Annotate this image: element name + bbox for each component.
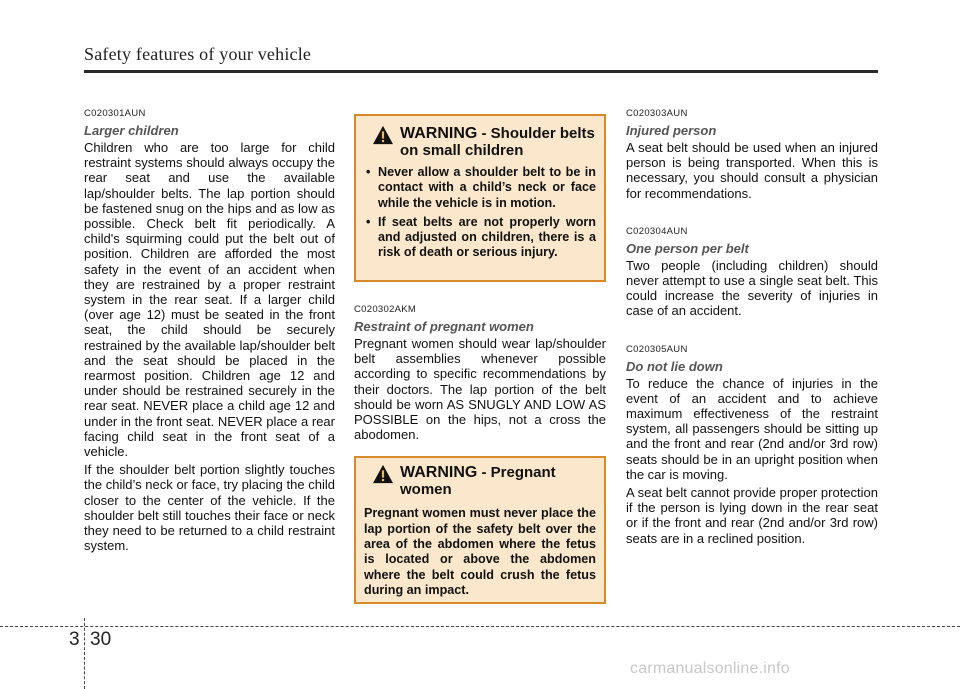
section-code: C020305AUN	[626, 343, 688, 355]
paragraph: If the shoulder belt portion slightly touches the child’s neck or face, try placing the child closer to the center of the vehicle. If the shoulder belt still touches their face or neck they need to be returned to a child restraint system.	[84, 462, 335, 554]
warning-body: Pregnant women must never place the lap portion of the safety belt over the area of the abdomen where the fetus is located or above the abdomen where the belt could crush the fetus during an impact.	[364, 506, 596, 597]
column-2	[354, 108, 606, 604]
section-code: C020301AUN	[84, 108, 146, 119]
page-number: 30	[90, 629, 112, 650]
section-subtitle: Do not lie down	[626, 358, 723, 374]
warning-box-shoulder-belts	[354, 114, 606, 282]
header-rule	[84, 70, 878, 73]
watermark: carmanualsonline.info	[630, 660, 790, 677]
paragraph: Pregnant women should wear lap/shoulder belt assemblies whenever possible according to specific recommendations by their doctors. The lap portion of the belt should be worn AS SNUGLY AND LOW AS POSSIBLE on the hips, not a cross the abodomen.	[354, 336, 606, 443]
footer-divider	[0, 626, 960, 627]
section-subtitle: Larger children	[84, 123, 179, 138]
chapter-number: 3	[69, 629, 80, 650]
warning-box-pregnant-women	[354, 456, 606, 604]
warning-label: WARNING	[400, 464, 478, 482]
warning-title-text: - Pregnant women	[400, 464, 556, 499]
section-subtitle: One person per belt	[626, 240, 749, 256]
column-1	[84, 108, 335, 556]
warning-item: • If seat belts are not properly worn and adjusted on children, there is a risk of death or serious injury.	[364, 215, 596, 261]
paragraph: A seat belt cannot provide proper protection if the person is lying down in the rear seat or if the front and rear (2nd and/or 3rd row) seats are in a reclined position.	[626, 485, 878, 546]
warning-triangle-icon	[372, 464, 394, 484]
page-header-title: Safety features of your vehicle	[84, 44, 312, 64]
warning-label: WARNING	[400, 125, 478, 142]
warning-title-text: - Shoulder belts on small children	[400, 125, 595, 159]
section-code: C020304AUN	[626, 225, 688, 237]
paragraph: To reduce the chance of injuries in the event of an accident and to achieve maximum effectiveness of the restraint system, all passengers should be sitting up and the front and rear (2nd and/or 3rd row) seats should be in an upright position when the car is moving.	[626, 375, 878, 482]
column-3	[626, 108, 878, 549]
paragraph: Two people (including children) should never attempt to use a single seat belt. This could increase the severity of injuries in case of an accident.	[626, 257, 878, 319]
warning-header	[364, 464, 596, 498]
warning-triangle-icon	[372, 125, 394, 145]
warning-title	[400, 125, 596, 159]
warning-title	[400, 464, 596, 498]
paragraph: Children who are too large for child restraint systems should always occupy the rear seat and use the available lap/shoulder belts. The lap portion should be fastened snug on the hips and as low as possible. Check belt fit periodically. A child's squirming could put the belt out of position. Children are afforded the most safety in the event of an accident when they are restrained by a proper restraint system in the rear seat. If a larger child (over age 12) must be seated in the front seat, the child should be securely restrained by the available lap/shoulder belt and the seat should be placed in the rearmost position. Children age 12 and under should be restrained securely in the rear seat. NEVER place a child age 12 and under in the front seat. NEVER place a rear facing child seat in the front seat of a vehicle.	[84, 140, 335, 460]
footer-vertical-divider	[84, 618, 85, 689]
section-code: C020302AKM	[354, 304, 417, 315]
warning-list	[364, 165, 596, 261]
warning-header	[364, 125, 596, 159]
section-subtitle: Injured person	[626, 123, 717, 138]
section-subtitle: Restraint of pregnant women	[354, 319, 534, 334]
section-code: C020303AUN	[626, 108, 688, 119]
warning-item: • Never allow a shoulder belt to be in contact with a child’s neck or face while the vehicle is in motion.	[364, 165, 596, 211]
paragraph: A seat belt should be used when an injured person is being transported. When this is necessary, you should consult a physician for recommendations.	[626, 140, 878, 201]
